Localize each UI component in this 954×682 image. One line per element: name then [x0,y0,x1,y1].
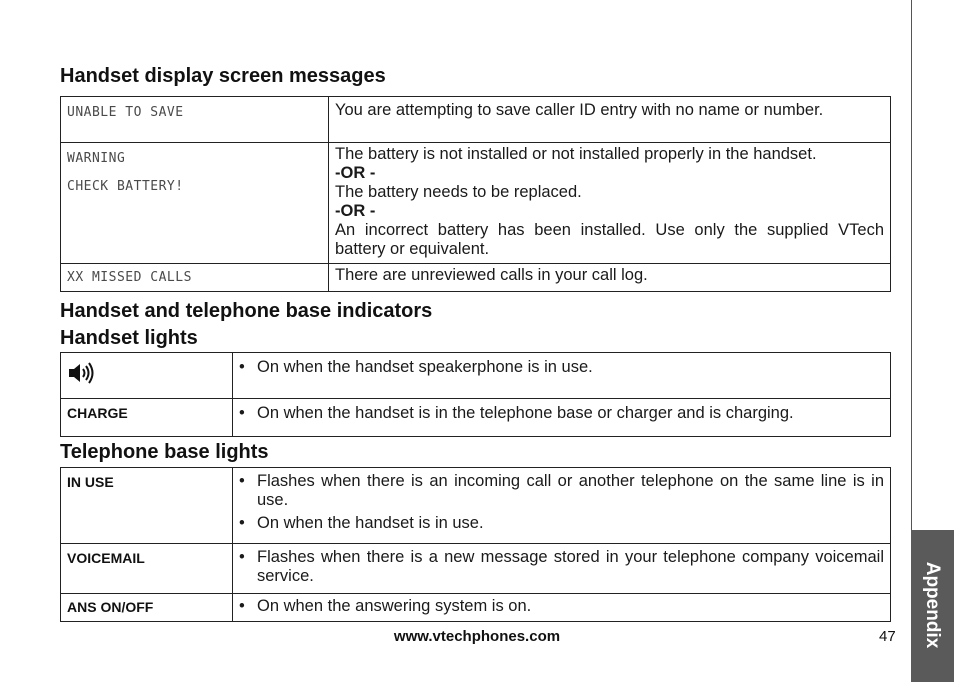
message-description: There are unreviewed calls in your call log. [335,266,648,284]
message-description-line: The battery needs to be replaced. [335,183,582,201]
side-tab-label: Appendix [922,561,943,649]
indicator-label: CHARGE [67,405,128,421]
table-row [61,97,891,143]
list-item: • On when the handset speakerphone is in use. [239,358,884,377]
indicator-description-cell [233,353,891,399]
indicator-cell [61,544,233,594]
screen-message: XX MISSED CALLS [67,270,192,285]
handset-lights-heading: Handset lights [60,327,198,349]
list-item: • Flashes when there is an incoming call or another telephone on the same line is in use. [239,472,884,509]
indicator-label: ANS ON/OFF [67,599,154,615]
message-description-cell [329,97,891,143]
message-description-line: An incorrect battery has been installed. Use only the supplied VTech battery or equivalent. [335,221,884,258]
indicator-description: Flashes when there is an incoming call or another telephone on the same line is in use. [257,472,884,509]
list-item: • On when the handset is in the telephone base or charger and is charging. [239,404,884,423]
or-separator: -OR - [335,202,376,220]
table-row [61,264,891,292]
or-separator: -OR - [335,164,376,182]
screen-message-cell [61,143,329,264]
message-description-cell [329,264,891,292]
message-description-line: The battery is not installed or not installed properly in the handset. [335,145,817,163]
indicator-label: IN USE [67,474,114,490]
base-lights-table [60,467,891,622]
indicator-description-cell [233,544,891,594]
speaker-icon [67,371,95,389]
indicator-cell [61,399,233,437]
indicator-description-cell [233,468,891,544]
screen-message-line: WARNING [67,151,126,166]
table-row [61,468,891,544]
table-row [61,399,891,437]
display-messages-heading: Handset display screen messages [60,65,386,87]
screen-message-cell [61,264,329,292]
table-row [61,353,891,399]
indicator-label: VOICEMAIL [67,550,145,566]
screen-message: UNABLE TO SAVE [67,105,184,120]
footer-url[interactable]: www.vtechphones.com [393,628,561,645]
indicators-heading: Handset and telephone base indicators [60,300,433,322]
indicator-description: On when the answering system is on. [257,597,532,615]
message-description: You are attempting to save caller ID entry with no name or number. [335,101,824,119]
indicator-description: On when the handset speakerphone is in use. [257,358,593,376]
display-messages-table [60,96,891,292]
indicator-cell [61,468,233,544]
message-description-cell [329,143,891,264]
table-row [61,544,891,594]
page-number: 47 [879,628,896,645]
screen-message-line: CHECK BATTERY! [67,179,184,194]
list-item: • On when the handset is in use. [239,514,884,533]
indicator-description-cell [233,594,891,622]
list-item: • Flashes when there is a new message stored in your telephone company voicemail service. [239,548,884,585]
indicator-description: On when the handset is in the telephone base or charger and is charging. [257,404,794,422]
list-item: • On when the answering system is on. [239,597,884,616]
base-lights-heading: Telephone base lights [60,441,269,463]
indicator-description: Flashes when there is a new message stored in your telephone company voicemail service. [257,548,884,585]
table-row [61,143,891,264]
indicator-description-cell [233,399,891,437]
indicator-cell [61,353,233,399]
screen-message-cell [61,97,329,143]
indicator-description: On when the handset is in use. [257,514,484,532]
indicator-cell [61,594,233,622]
handset-lights-table [60,352,891,437]
table-row [61,594,891,622]
